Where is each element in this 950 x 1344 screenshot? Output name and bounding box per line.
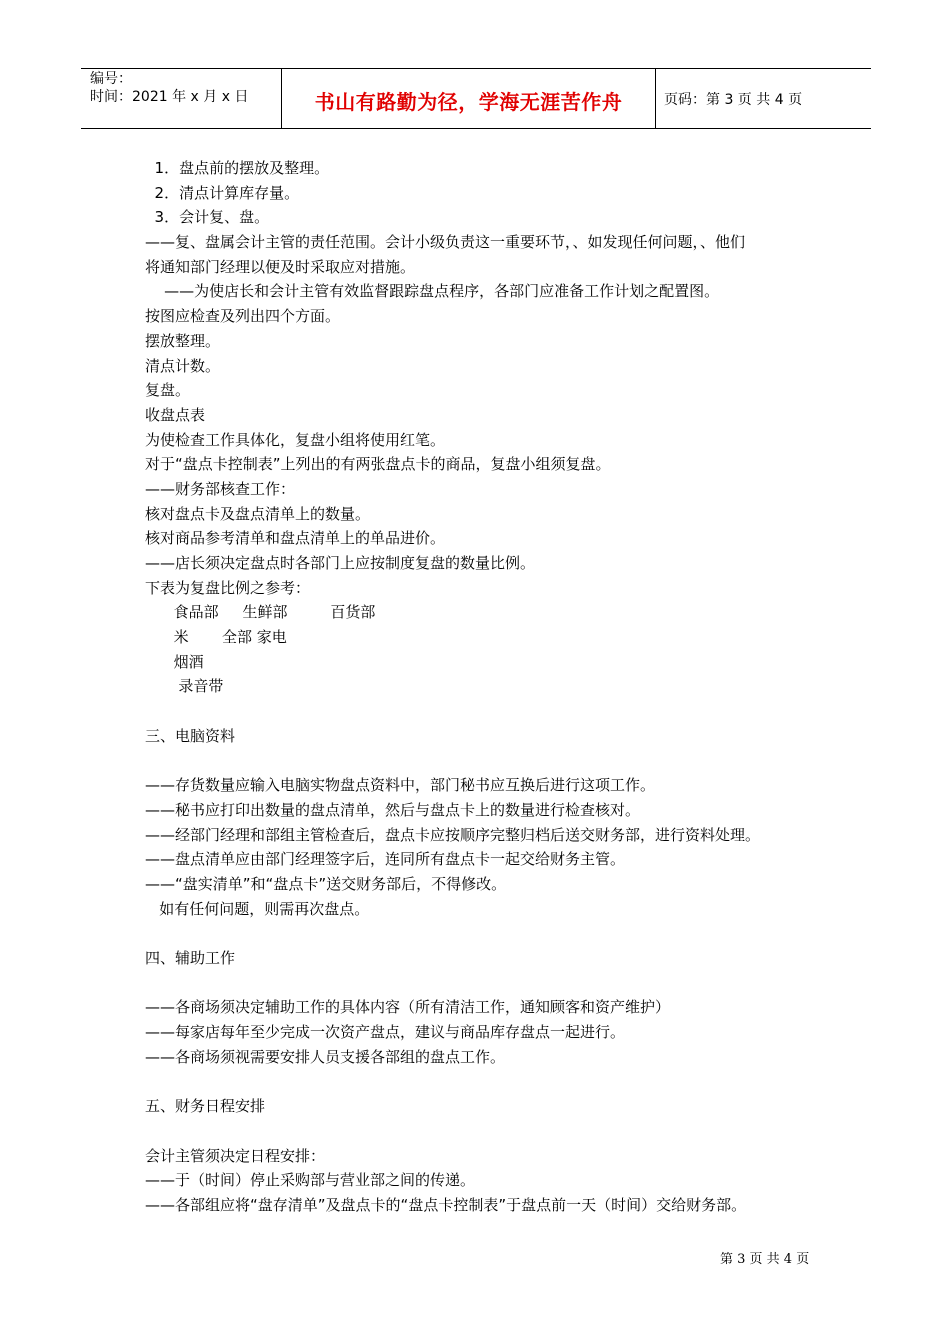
header-number-label: 编号： [90, 71, 132, 87]
text-line: ——财务部核查工作： [145, 479, 296, 498]
blank-line [145, 921, 835, 946]
header-motto: 书山有路勤为径，学海无涯苦作舟 [314, 90, 623, 114]
blank-line [145, 749, 835, 774]
text-line: ——各商场须视需要安排人员支援各部组的盘点工作。 [145, 1047, 506, 1066]
header-date-label: 时间：2021 年 x 月 x 日 [90, 89, 249, 105]
text-line: ——复、盘属会计主管的责任范围。会计小级负责这一重要环节，、如发现任何问题，、他们 [145, 233, 746, 252]
text-line: ——“盘实清单”和“盘点卡”送交财务部后，不得修改。 [145, 874, 507, 893]
text-line: 食品部 生鲜部 百货部 [145, 603, 376, 622]
text-line: 烟酒 [145, 652, 204, 671]
text-line: 为使检查工作具体化，复盘小组将使用红笔。 [145, 430, 446, 449]
footer-page-label: 第 3 页 共 4 页 [720, 1252, 810, 1267]
header-page-label: 页码：第 3 页 共 4 页 [664, 92, 803, 108]
text-line: ——各部组应将“盘存清单”及盘点卡的“盘点卡控制表”于盘点前一天（时间）交给财务部。 [145, 1195, 747, 1214]
text-line: 核对商品参考清单和盘点清单上的单品进价。 [145, 529, 446, 548]
header-rule-bottom [81, 128, 871, 129]
text-line: ——经部门经理和部组主管检查后，盘点卡应按顺序完整归档后送交财务部，进行资料处理。 [145, 825, 761, 844]
text-line: 四、辅助工作 [145, 949, 236, 967]
header-rule-top [81, 68, 871, 69]
text-line: 米 全部 家电 [145, 628, 287, 647]
text-line: ——秘书应打印出数量的盘点清单，然后与盘点卡上的数量进行检查核对。 [145, 800, 641, 819]
text-line: ——于（时间）停止采购部与营业部之间的传递。 [145, 1171, 476, 1190]
text-line: 会计主管须决定日程安排： [145, 1146, 326, 1165]
text-line: ——各商场须决定辅助工作的具体内容（所有清洁工作，通知顾客和资产维护） [145, 998, 671, 1017]
text-line: ——盘点清单应由部门经理签字后，连同所有盘点卡一起交给财务主管。 [145, 850, 626, 869]
text-line: 摆放整理。 [145, 331, 221, 350]
header-divider-right [655, 68, 656, 128]
blank-line [145, 1119, 835, 1144]
text-line: 1．盘点前的摆放及整理。 [145, 159, 330, 177]
text-line: ——存货数量应输入电脑实物盘点资料中，部门秘书应互换后进行这项工作。 [145, 776, 656, 795]
text-line: 清点计数。 [145, 356, 221, 375]
text-line: 录音带 [145, 677, 224, 696]
text-line: 对于“盘点卡控制表”上列出的有两张盘点卡的商品，复盘小组须复盘。 [145, 455, 611, 474]
document-body [145, 156, 835, 1218]
header-meta [90, 70, 248, 106]
text-line: 将通知部门经理以便及时采取应对措施。 [145, 257, 416, 276]
text-line: 下表为复盘比例之参考： [145, 578, 311, 597]
text-line: 复盘。 [145, 381, 191, 400]
text-line: ——每家店每年至少完成一次资产盘点，建议与商品库存盘点一起进行。 [145, 1023, 626, 1042]
text-line: 核对盘点卡及盘点清单上的数量。 [145, 504, 371, 523]
text-line: 三、电脑资料 [145, 726, 236, 745]
text-line: 3．会计复、盘。 [145, 208, 270, 227]
blank-line [145, 699, 835, 724]
blank-line [145, 1069, 835, 1094]
text-line: 2．清点计算库存量。 [145, 183, 300, 202]
text-line: 如有任何问题，则需再次盘点。 [145, 899, 370, 918]
text-line: ——店长须决定盘点时各部门上应按制度复盘的数量比例。 [145, 554, 536, 572]
text-line: 五、财务日程安排 [145, 1097, 266, 1116]
text-line: 收盘点表 [145, 405, 206, 424]
text-line: ——为使店长和会计主管有效监督跟踪盘点程序，各部门应准备工作计划之配置图。 [145, 282, 720, 301]
blank-line [145, 971, 835, 996]
text-line: 按图应检查及列出四个方面。 [145, 307, 341, 326]
